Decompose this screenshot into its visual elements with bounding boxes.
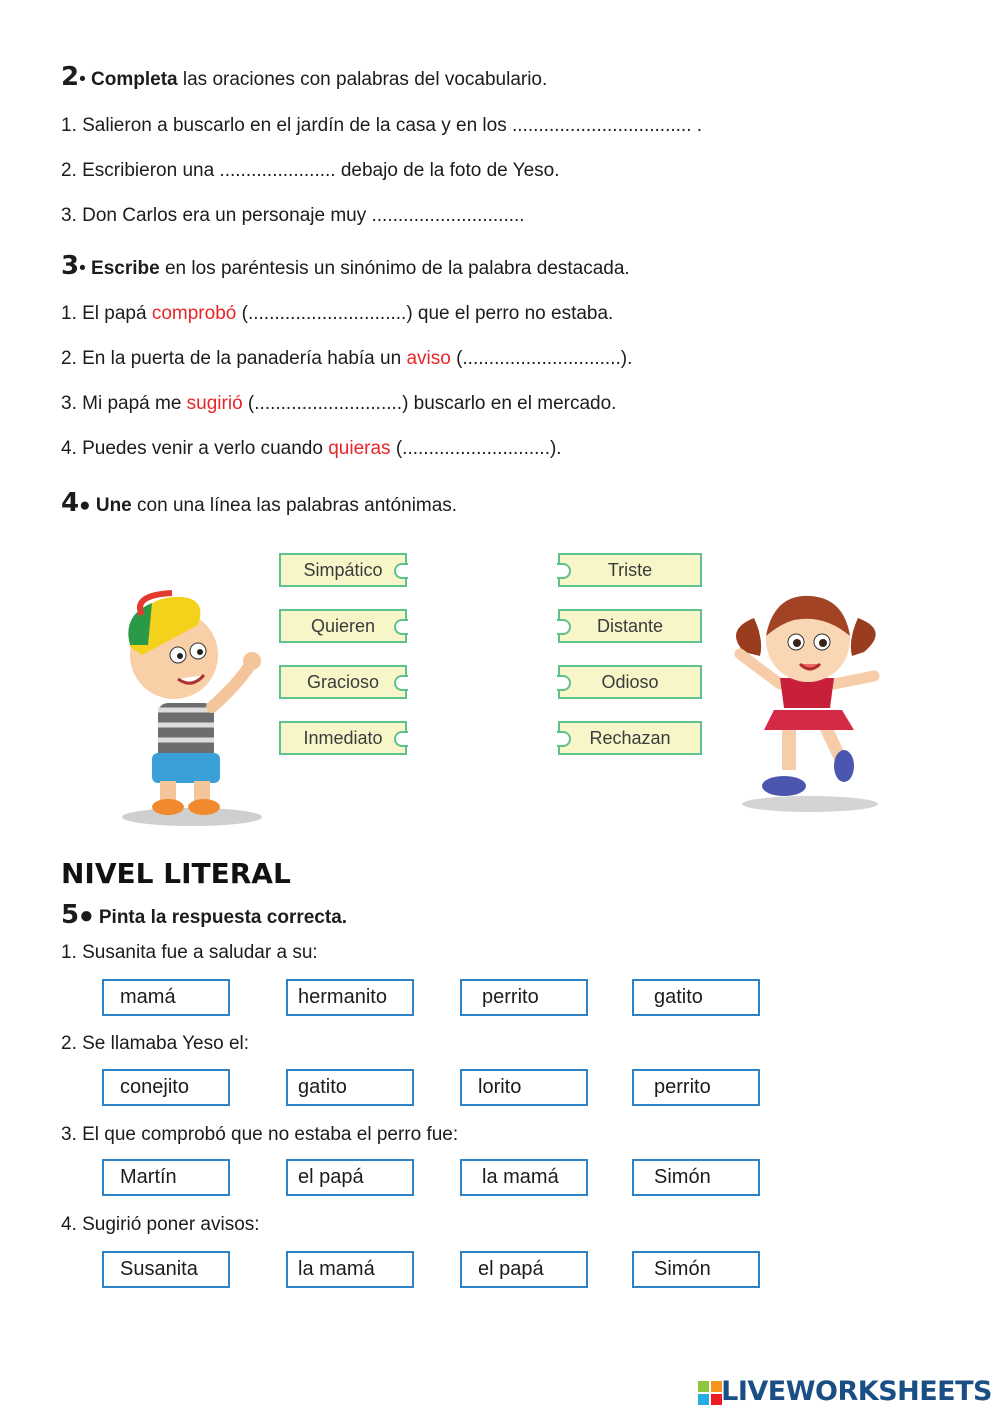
piece-label: Gracioso bbox=[306, 672, 380, 692]
puzzle-notch bbox=[557, 675, 571, 691]
section4-bold: Une bbox=[95, 495, 132, 516]
section2-number: 2 bbox=[61, 62, 80, 92]
puzzle-notch bbox=[394, 731, 408, 747]
section3-instruction: en los paréntesis un sinónimo de la palabra destacada. bbox=[159, 258, 630, 279]
highlighted-word: aviso bbox=[406, 348, 451, 369]
section3-line-3 bbox=[61, 393, 616, 415]
piece-label: Distante bbox=[596, 616, 664, 636]
antonym-left-2[interactable] bbox=[279, 609, 407, 643]
antonym-left-3[interactable] bbox=[279, 665, 407, 699]
puzzle-notch bbox=[557, 731, 571, 747]
nivel-literal-title: NIVEL LITERAL bbox=[61, 857, 291, 890]
piece-label: Triste bbox=[607, 560, 653, 580]
piece-label: Odioso bbox=[601, 672, 659, 692]
answer-blank[interactable]: (..............................). bbox=[450, 348, 633, 369]
highlighted-word: comprobó bbox=[151, 303, 237, 324]
section4-bullet: ● bbox=[79, 495, 91, 516]
puzzle-notch bbox=[557, 563, 571, 579]
question-3: 3. El que comprobó que no estaba el perro fue: bbox=[61, 1124, 459, 1145]
boy-illustration bbox=[112, 585, 272, 835]
line-text: 2. En la puerta de la panadería había un bbox=[61, 348, 407, 369]
section3-header bbox=[61, 251, 630, 281]
puzzle-notch bbox=[394, 563, 408, 579]
antonym-left-1[interactable] bbox=[279, 553, 407, 587]
section4-instruction: con una línea las palabras antónimas. bbox=[131, 495, 458, 516]
antonym-right-4[interactable] bbox=[558, 721, 702, 755]
liveworksheets-logo-icon bbox=[698, 1381, 722, 1405]
antonym-left-4[interactable] bbox=[279, 721, 407, 755]
section5-bullet: ● bbox=[79, 902, 94, 929]
antonym-right-1[interactable] bbox=[558, 553, 702, 587]
section3-line-2 bbox=[61, 348, 632, 370]
option-q1-4[interactable]: gatito bbox=[632, 979, 760, 1016]
piece-label: Quieren bbox=[310, 616, 376, 636]
antonym-right-2[interactable] bbox=[558, 609, 702, 643]
option-q2-3[interactable]: lorito bbox=[460, 1069, 588, 1106]
option-q4-2[interactable]: la mamá bbox=[286, 1251, 414, 1288]
answer-blank[interactable]: (............................) buscarlo en el mercado. bbox=[242, 393, 617, 414]
line-text: 4. Puedes venir a verlo cuando bbox=[61, 438, 329, 459]
highlighted-word: sugirió bbox=[186, 393, 243, 414]
question-1: 1. Susanita fue a saludar a su: bbox=[61, 942, 318, 963]
option-q3-3[interactable]: la mamá bbox=[460, 1159, 588, 1196]
answer-blank[interactable]: (............................). bbox=[390, 438, 562, 459]
section5-number: 5 bbox=[61, 900, 80, 930]
section3-bullet: • bbox=[79, 258, 86, 279]
line-text: 3. Mi papá me bbox=[61, 393, 187, 414]
section2-instruction: las oraciones con palabras del vocabulario. bbox=[177, 69, 548, 90]
section2-line-3: 3. Don Carlos era un personaje muy ............................. bbox=[61, 205, 525, 226]
question-4: 4. Sugirió poner avisos: bbox=[61, 1214, 260, 1235]
section2-line-1: 1. Salieron a buscarlo en el jardín de la casa y en los .................................. . bbox=[61, 115, 703, 136]
option-q3-4[interactable]: Simón bbox=[632, 1159, 760, 1196]
section3-bold: Escribe bbox=[91, 258, 160, 279]
option-q4-1[interactable]: Susanita bbox=[102, 1251, 230, 1288]
antonym-right-3[interactable] bbox=[558, 665, 702, 699]
section3-line-4 bbox=[61, 438, 562, 460]
option-q1-1[interactable]: mamá bbox=[102, 979, 230, 1016]
girl-illustration bbox=[724, 580, 890, 815]
option-q2-1[interactable]: conejito bbox=[102, 1069, 230, 1106]
puzzle-notch bbox=[394, 619, 408, 635]
section2-bullet: • bbox=[79, 69, 86, 90]
option-q4-4[interactable]: Simón bbox=[632, 1251, 760, 1288]
liveworksheets-logo-text: LIVEWORKSHEETS bbox=[721, 1376, 992, 1407]
section5-header bbox=[61, 900, 347, 930]
answer-blank[interactable]: (..............................) que el perro no estaba. bbox=[236, 303, 614, 324]
option-q3-1[interactable]: Martín bbox=[102, 1159, 230, 1196]
option-q1-2[interactable]: hermanito bbox=[286, 979, 414, 1016]
option-q2-2[interactable]: gatito bbox=[286, 1069, 414, 1106]
section3-line-1 bbox=[61, 303, 613, 325]
highlighted-word: quieras bbox=[328, 438, 391, 459]
section2-line-2: 2. Escribieron una ...................... debajo de la foto de Yeso. bbox=[61, 160, 560, 181]
section5-bold: Pinta la respuesta correcta. bbox=[98, 907, 348, 928]
section2-header bbox=[61, 62, 547, 92]
line-text: 1. El papá bbox=[61, 303, 152, 324]
section2-bold: Completa bbox=[91, 69, 178, 90]
option-q3-2[interactable]: el papá bbox=[286, 1159, 414, 1196]
section3-number: 3 bbox=[61, 251, 80, 281]
section4-number: 4 bbox=[61, 488, 80, 518]
option-q4-3[interactable]: el papá bbox=[460, 1251, 588, 1288]
piece-label: Rechazan bbox=[589, 728, 671, 748]
section4-header bbox=[61, 488, 457, 518]
piece-label: Inmediato bbox=[303, 728, 383, 748]
puzzle-notch bbox=[557, 619, 571, 635]
puzzle-notch bbox=[394, 675, 408, 691]
piece-label: Simpático bbox=[303, 560, 383, 580]
option-q1-3[interactable]: perrito bbox=[460, 979, 588, 1016]
question-2: 2. Se llamaba Yeso el: bbox=[61, 1033, 250, 1054]
option-q2-4[interactable]: perrito bbox=[632, 1069, 760, 1106]
